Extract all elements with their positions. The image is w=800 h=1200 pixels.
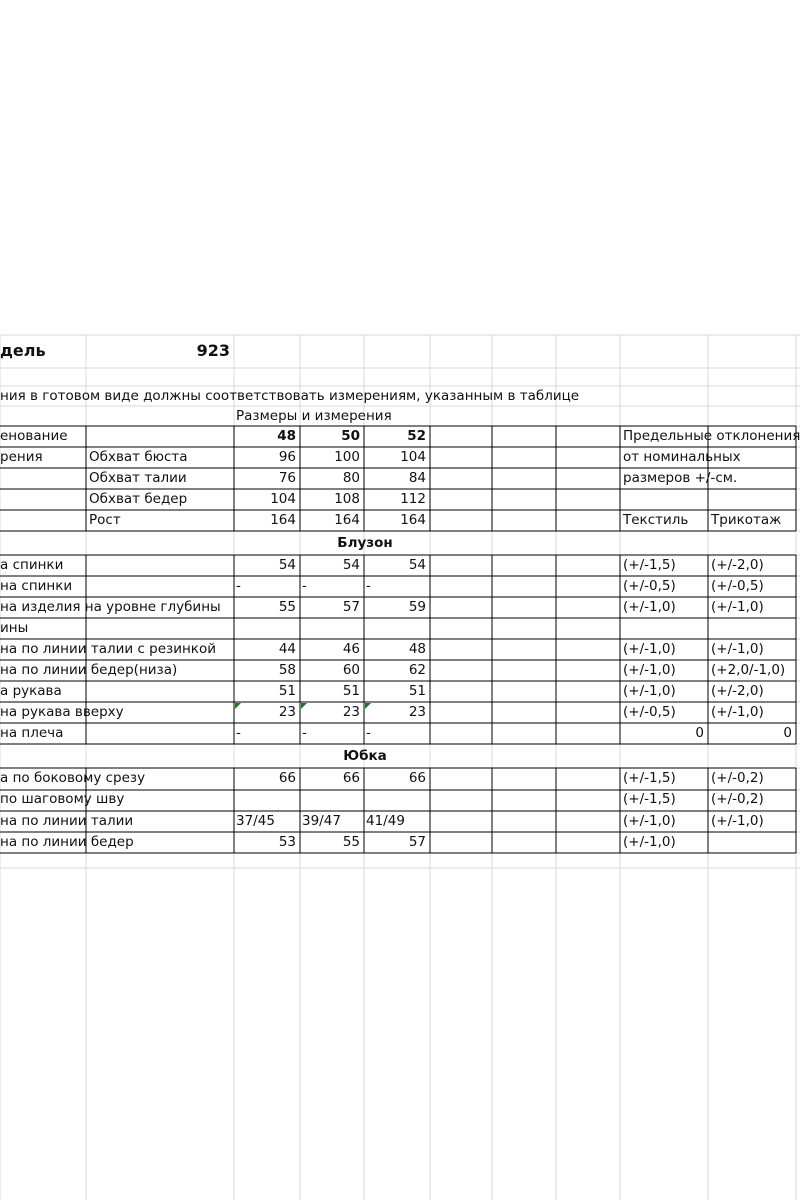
knit-tolerance: (+/-0,5) (711, 578, 764, 594)
knit-header: Трикотаж (711, 512, 782, 528)
body-measure-value: 76 (278, 470, 296, 486)
size-value: 66 (342, 770, 360, 786)
measurement-label: на по линии бедер(низа) (0, 662, 178, 678)
size-value: 44 (278, 641, 296, 657)
size-header-52: 52 (407, 428, 426, 444)
model-label: дель (0, 341, 46, 360)
size-value: 66 (278, 770, 296, 786)
size-value: 23 (342, 704, 360, 720)
textile-tolerance: (+/-0,5) (623, 578, 676, 594)
body-measure-value: 84 (408, 470, 426, 486)
size-value: 54 (278, 557, 296, 573)
size-value: 54 (342, 557, 360, 573)
body-measure-value: 164 (400, 512, 426, 528)
size-value: 48 (408, 641, 426, 657)
measurement-label: а рукава (0, 683, 62, 699)
size-value: 37/45 (236, 813, 275, 829)
model-number: 923 (196, 341, 230, 360)
size-header-50: 50 (341, 428, 360, 444)
textile-tolerance: (+/-1,0) (623, 683, 676, 699)
fit-note: ния в готовом виде должны соответствовать измерениям, указанным в таблице (0, 388, 580, 404)
knit-tolerance: (+/-0,2) (711, 770, 764, 786)
textile-tolerance: (+/-1,5) (623, 791, 676, 807)
size-value: 60 (342, 662, 360, 678)
section-title: Блузон (337, 535, 393, 551)
measurement-label: на изделия на уровне глубины (0, 599, 221, 615)
deviation-header-line: Предельные отклонения (623, 428, 800, 444)
body-measure-value: 80 (342, 470, 360, 486)
measurement-label: на спинки (0, 578, 73, 594)
size-value: 55 (342, 834, 360, 850)
size-value: 62 (408, 662, 426, 678)
textile-tolerance: (+/-1,0) (623, 599, 676, 615)
knit-tolerance: (+/-2,0) (711, 557, 764, 573)
size-value: 57 (342, 599, 360, 615)
knit-tolerance: (+/-0,2) (711, 791, 764, 807)
measurement-label: а по боковому срезу (0, 770, 146, 786)
size-value: 51 (408, 683, 426, 699)
body-measure-value: 100 (334, 449, 360, 465)
size-value: 58 (278, 662, 296, 678)
body-measure-label: Рост (89, 512, 121, 528)
knit-tolerance: 0 (783, 725, 792, 741)
deviation-header-line: от номинальных (623, 449, 741, 465)
size-value: 66 (408, 770, 426, 786)
measurement-label: на по линии талии (0, 813, 134, 829)
size-value: 59 (408, 599, 426, 615)
body-measure-value: 104 (400, 449, 426, 465)
textile-tolerance: (+/-1,0) (623, 813, 676, 829)
knit-tolerance: (+/-1,0) (711, 813, 764, 829)
size-header-48: 48 (277, 428, 296, 444)
body-measure-value: 164 (334, 512, 360, 528)
size-value: 55 (278, 599, 296, 615)
body-measure-label: Обхват бедер (89, 491, 188, 507)
size-value: - (302, 578, 307, 594)
size-value: 41/49 (366, 813, 405, 829)
body-measure-value: 104 (270, 491, 296, 507)
measurement-label: по шаговому шву (0, 791, 125, 807)
textile-tolerance: (+/-1,0) (623, 834, 676, 850)
size-value: - (366, 578, 371, 594)
size-value: 54 (408, 557, 426, 573)
body-measure-value: 112 (400, 491, 426, 507)
knit-tolerance: (+/-1,0) (711, 641, 764, 657)
size-value: 51 (342, 683, 360, 699)
textile-header: Текстиль (623, 512, 689, 528)
size-value: 39/47 (302, 813, 341, 829)
textile-tolerance: (+/-0,5) (623, 704, 676, 720)
measurement-label: ины (0, 620, 29, 636)
body-measure-value: 164 (270, 512, 296, 528)
textile-tolerance: (+/-1,5) (623, 557, 676, 573)
name-column-header: енование (0, 428, 68, 444)
measurement-label: на плеча (0, 725, 64, 741)
section-title: Юбка (343, 748, 387, 764)
size-value: 46 (342, 641, 360, 657)
textile-tolerance: (+/-1,5) (623, 770, 676, 786)
textile-tolerance: (+/-1,0) (623, 662, 676, 678)
knit-tolerance: (+2,0/-1,0) (711, 662, 786, 678)
knit-tolerance: (+/-1,0) (711, 704, 764, 720)
sizes-caption: Размеры и измерения (236, 408, 392, 424)
textile-tolerance: 0 (695, 725, 704, 741)
size-value: - (236, 578, 241, 594)
measurement-label: на по линии талии с резинкой (0, 641, 216, 657)
measurement-label: на по линии бедер (0, 834, 134, 850)
size-value: - (302, 725, 307, 741)
size-value: 53 (278, 834, 296, 850)
textile-tolerance: (+/-1,0) (623, 641, 676, 657)
size-value: 23 (278, 704, 296, 720)
size-value: 51 (278, 683, 296, 699)
measurement-label: а спинки (0, 557, 64, 573)
size-value: - (366, 725, 371, 741)
body-measure-label: Обхват бюста (89, 449, 188, 465)
measurement-label: на рукава вверху (0, 704, 124, 720)
row-left-label: рения (0, 449, 43, 465)
knit-tolerance: (+/-1,0) (711, 599, 764, 615)
size-value: - (236, 725, 241, 741)
body-measure-value: 96 (278, 449, 296, 465)
body-measure-label: Обхват талии (89, 470, 187, 486)
body-measure-value: 108 (334, 491, 360, 507)
size-value: 23 (408, 704, 426, 720)
size-value: 57 (408, 834, 426, 850)
knit-tolerance: (+/-2,0) (711, 683, 764, 699)
deviation-header-line: размеров +/-см. (623, 470, 738, 486)
